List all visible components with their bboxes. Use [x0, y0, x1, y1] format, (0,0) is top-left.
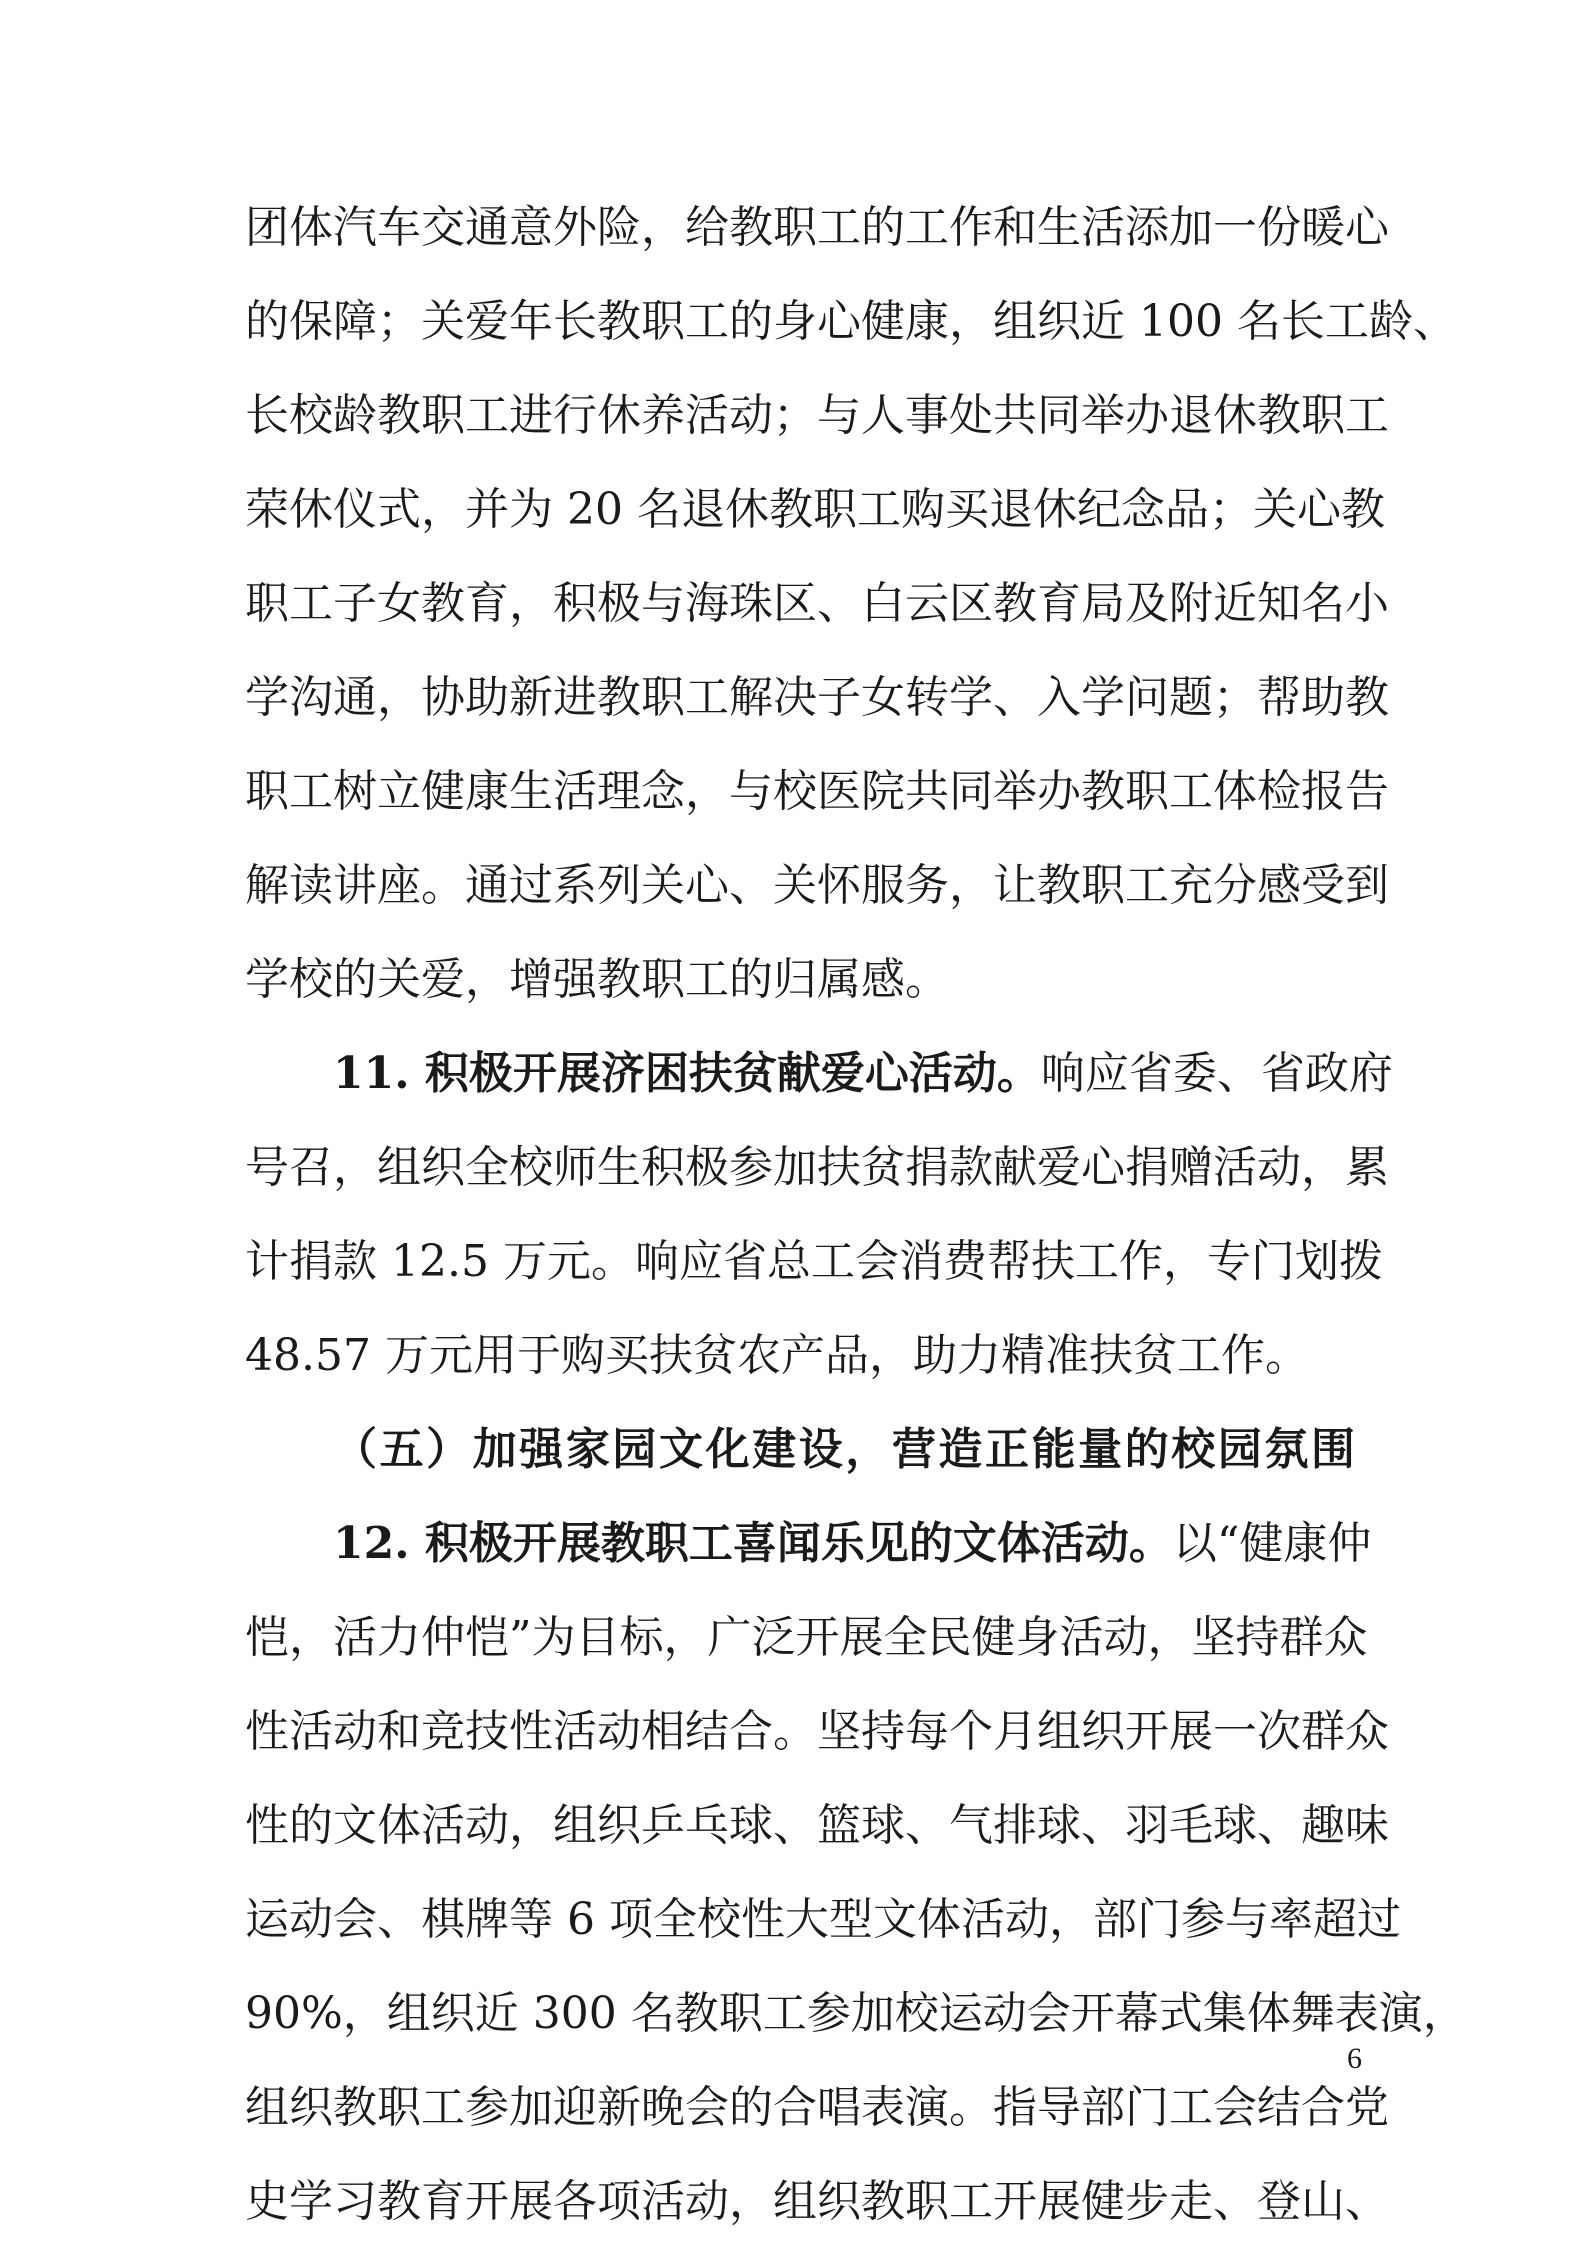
text-line: 长校龄教职工进行休养活动；与人事处共同举办退休教职工 — [245, 390, 1389, 441]
paragraph-12-lead-rest: 以“健康仲 — [1172, 1518, 1372, 1569]
text-line: 组织教职工参加迎新晚会的合唱表演。指导部门工会结合党 — [245, 2082, 1389, 2133]
text-line: 性的文体活动，组织乒乓球、篮球、气排球、羽毛球、趣味 — [245, 1800, 1389, 1851]
text-line: 恺，活力仲恺”为目标，广泛开展全民健身活动，坚持群众 — [245, 1612, 1368, 1663]
text-line: 48.57 万元用于购买扶贫农产品，助力精准扶贫工作。 — [245, 1330, 1309, 1381]
paragraph-12-first-line — [333, 1509, 1372, 1579]
text-line: 职工树立健康生活理念，与校医院共同举办教职工体检报告 — [245, 766, 1389, 817]
text-line: 90%，组织近 300 名教职工参加校运动会开幕式集体舞表演， — [245, 1988, 1467, 2039]
text-line: 性活动和竞技性活动相结合。坚持每个月组织开展一次群众 — [245, 1706, 1389, 1757]
text-line: 运动会、棋牌等 6 项全校性大型文体活动，部门参与率超过 — [245, 1894, 1401, 1945]
paragraph-11-lead-rest: 响应省委、省政府 — [1040, 1048, 1393, 1099]
paragraph-11-first-line — [333, 1039, 1393, 1109]
text-line: 学沟通，协助新进教职工解决子女转学、入学问题；帮助教 — [245, 672, 1389, 723]
paragraph-12-lead: 12. 积极开展教职工喜闻乐见的文体活动。 — [333, 1518, 1173, 1569]
section-heading: （五）加强家园文化建设，营造正能量的校园氛围 — [333, 1424, 1355, 1475]
text-line: 团体汽车交通意外险，给教职工的工作和生活添加一份暖心 — [245, 202, 1389, 253]
text-line: 计捐款 12.5 万元。响应省总工会消费帮扶工作，专门划拨 — [245, 1236, 1383, 1287]
paragraph-11-lead: 11. 积极开展济困扶贫献爱心活动。 — [333, 1048, 1041, 1099]
text-line: 号召，组织全校师生积极参加扶贫捐款献爱心捐赠活动，累 — [245, 1142, 1389, 1193]
page-number: 6 — [1347, 2042, 1362, 2075]
text-line: 的保障；关爱年长教职工的身心健康，组织近 100 名长工龄、 — [245, 296, 1457, 347]
text-line: 史学习教育开展各项活动，组织教职工开展健步走、登山、 — [245, 2176, 1389, 2227]
text-line: 解读讲座。通过系列关心、关怀服务，让教职工充分感受到 — [245, 860, 1389, 911]
text-line: 学校的关爱，增强教职工的归属感。 — [245, 954, 949, 1005]
text-line: 职工子女教育，积极与海珠区、白云区教育局及附近知名小 — [245, 578, 1389, 629]
text-line: 荣休仪式，并为 20 名退休教职工购买退休纪念品；关心教 — [245, 484, 1385, 535]
